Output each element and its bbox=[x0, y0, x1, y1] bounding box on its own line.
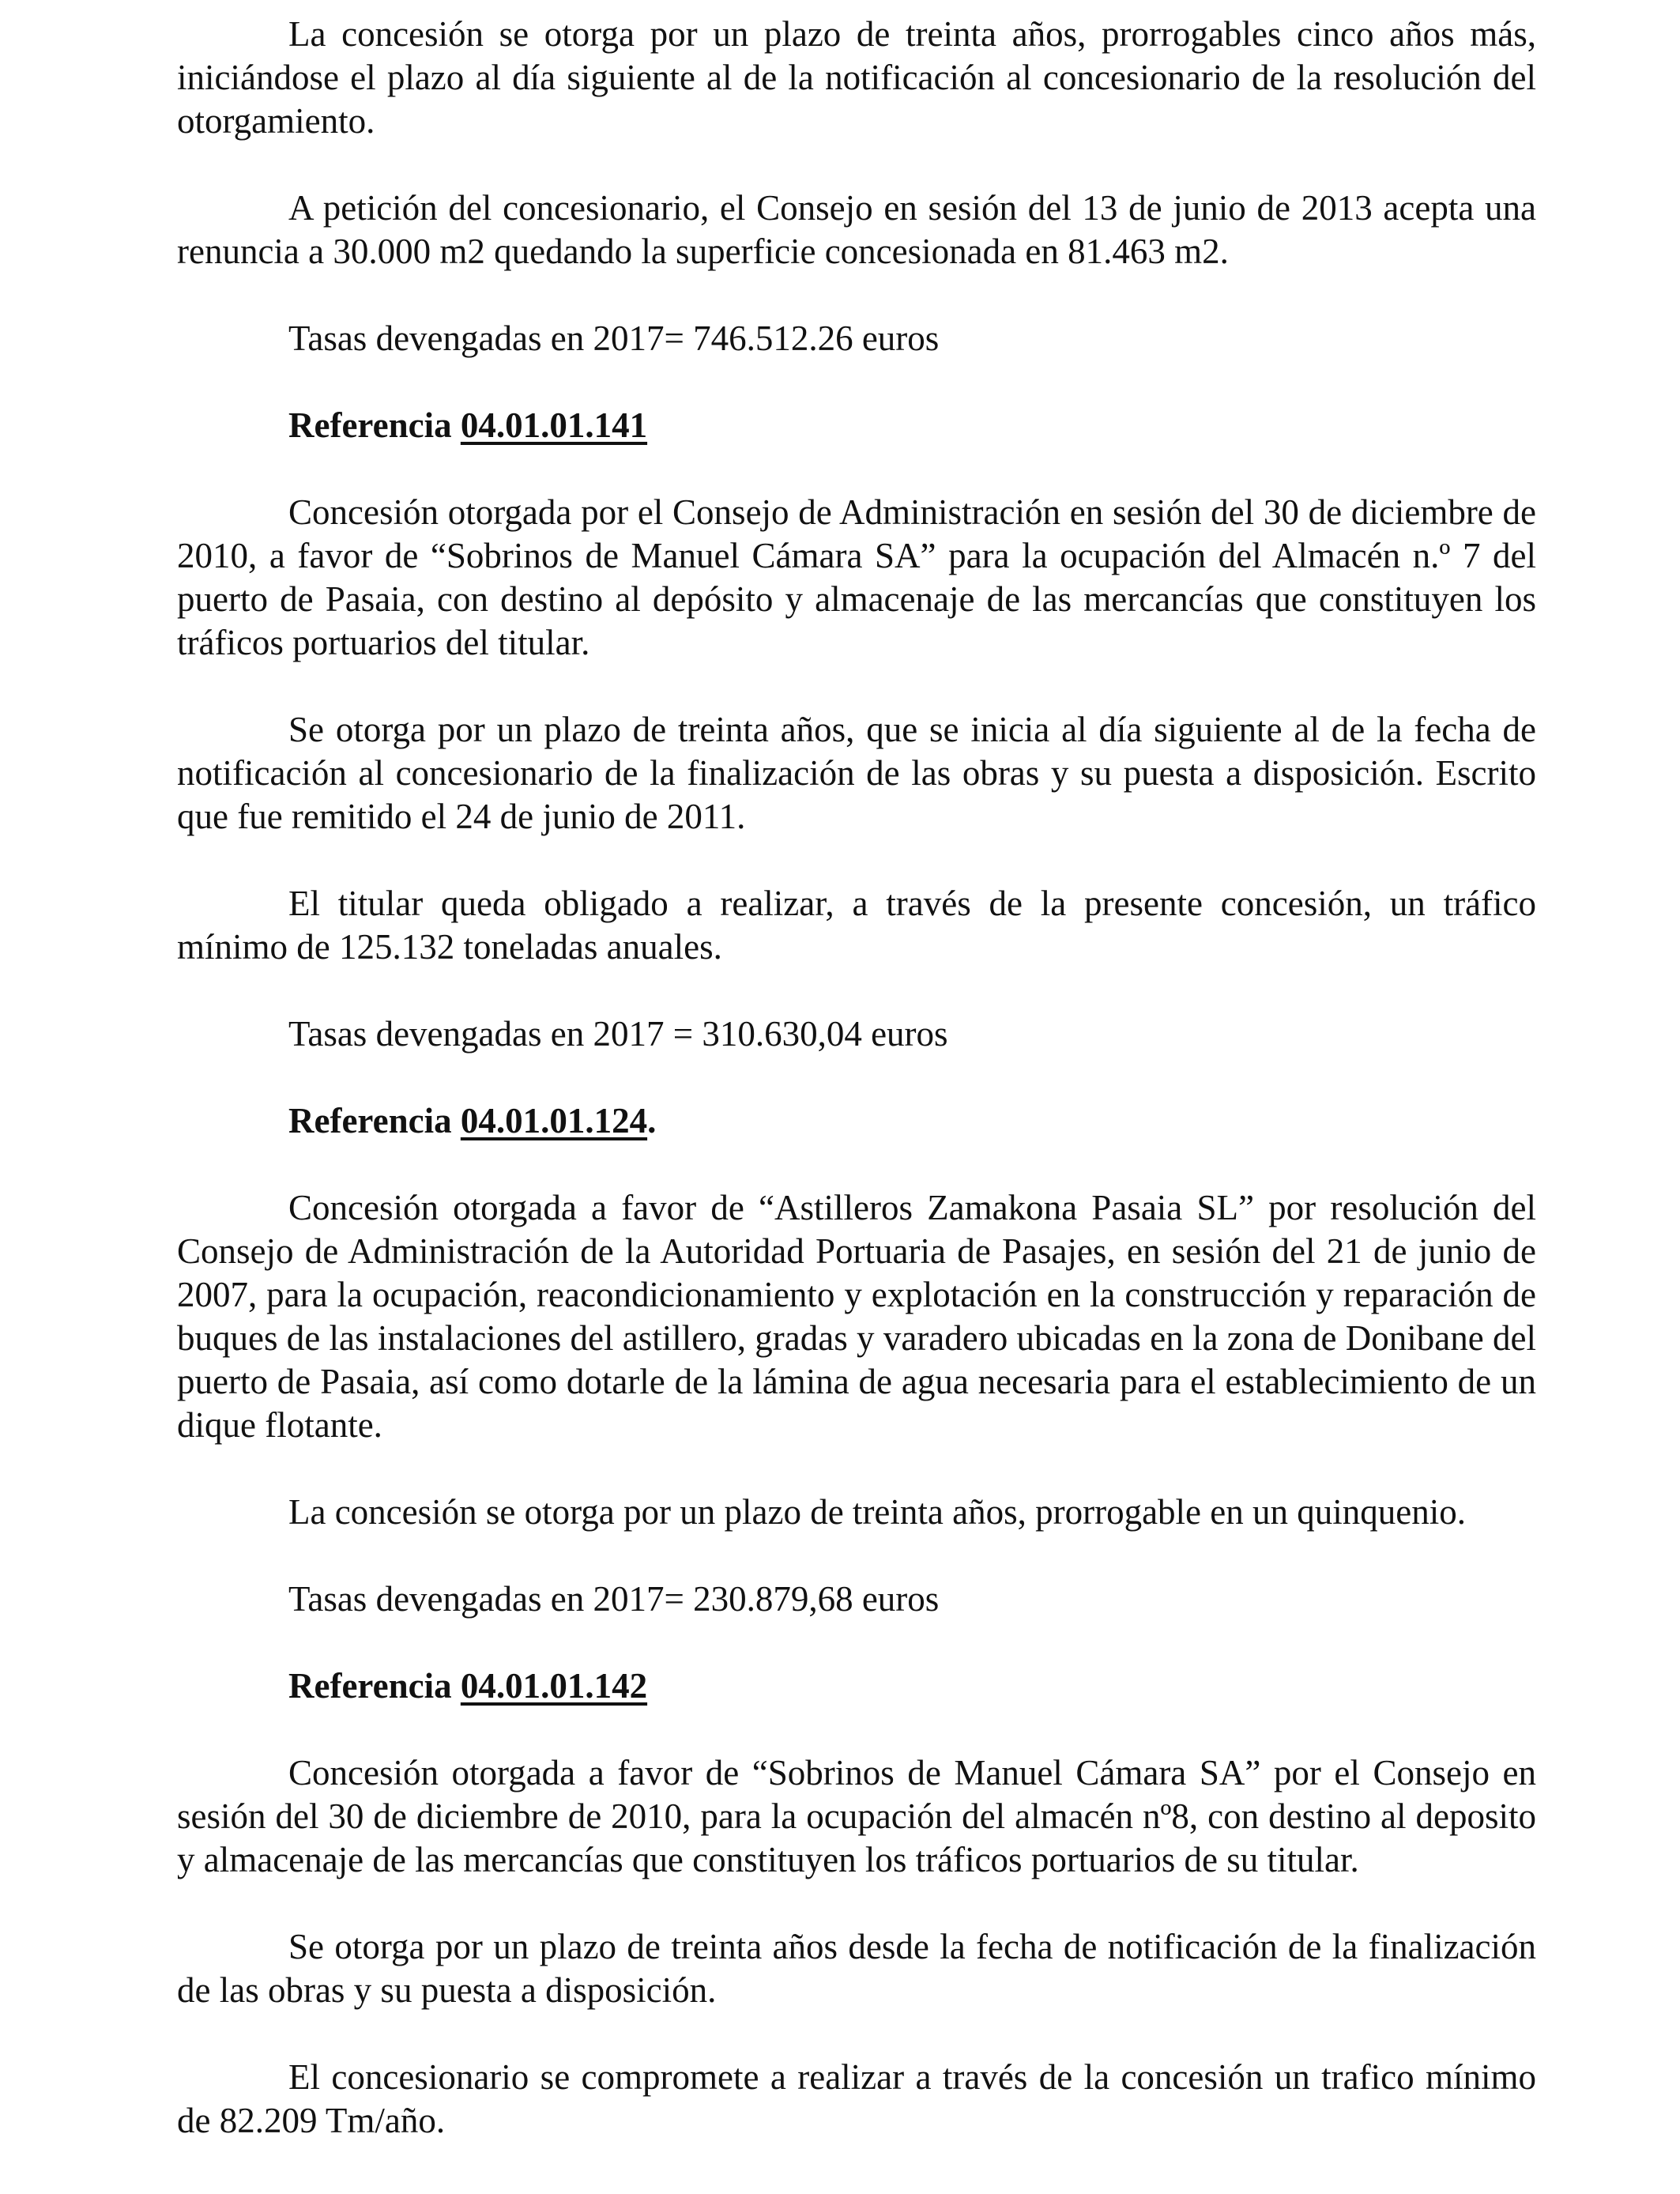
paragraph-plazo-almacen-7: Se otorga por un plazo de treinta años, que se inicia al día siguiente al de la fecha de notificación al concesionario de la finalización de las obras y su puesta a disposición. Escrito que fue remitido el 24 de junio de 2011. bbox=[177, 710, 1536, 836]
paragraph-concesion-almacen-8: Concesión otorgada a favor de “Sobrinos de Manuel Cámara SA” por el Consejo en sesión del 30 de diciembre de 2010, para la ocupación del almacén nº8, con destino al deposito y almacenaje de las mercancías que constituyen los tráficos portuarios de su titular. bbox=[177, 1753, 1536, 1879]
reference-label: Referencia bbox=[288, 1666, 452, 1706]
paragraph-plazo-almacen-8: Se otorga por un plazo de treinta años desde la fecha de notificación de la finalización de las obras y su puesta a disposición. bbox=[177, 1927, 1536, 2010]
paragraph-tasas-124: Tasas devengadas en 2017= 230.879,68 euros bbox=[288, 1579, 940, 1619]
paragraph-tasas-141: Tasas devengadas en 2017 = 310.630,04 euros bbox=[288, 1014, 948, 1054]
paragraph-concesion-almacen-7: Concesión otorgada por el Consejo de Administración en sesión del 30 de diciembre de 2010, a favor de “Sobrinos de Manuel Cámara SA” para la ocupación del Almacén n.º 7 del puerto de Pasaia, con destino al depósito y almacenaje de las mercancías que constituyen los tráficos portuarios del titular. bbox=[177, 492, 1536, 662]
reference-code: 04.01.01.124 bbox=[460, 1101, 648, 1140]
reference-heading-141 bbox=[177, 404, 1536, 447]
paragraph-trafico-almacen-8: El concesionario se compromete a realizar a través de la concesión un trafico mínimo de 82.209 Tm/año. bbox=[177, 2057, 1536, 2140]
reference-heading-124 bbox=[177, 1099, 1536, 1143]
reference-label: Referencia bbox=[288, 405, 452, 445]
reference-suffix: . bbox=[647, 1101, 657, 1140]
paragraph-plazo-concesion: La concesión se otorga por un plazo de treinta años, prorrogables cinco años más, iniciándose el plazo al día siguiente al de la notificación al concesionario de la resolución del otorgamiento. bbox=[177, 14, 1536, 141]
paragraph-plazo-astilleros: La concesión se otorga por un plazo de treinta años, prorrogable en un quinquenio. bbox=[288, 1492, 1466, 1532]
paragraph-trafico-minimo: El titular queda obligado a realizar, a través de la presente concesión, un tráfico mínimo de 125.132 toneladas anuales. bbox=[177, 884, 1536, 967]
paragraph-renuncia: A petición del concesionario, el Consejo en sesión del 13 de junio de 2013 acepta una renuncia a 30.000 m2 quedando la superficie concesionada en 81.463 m2. bbox=[177, 188, 1536, 271]
reference-code: 04.01.01.141 bbox=[460, 405, 648, 445]
reference-label: Referencia bbox=[288, 1101, 452, 1140]
document-page bbox=[177, 13, 1536, 2143]
reference-code: 04.01.01.142 bbox=[460, 1666, 648, 1706]
paragraph-concesion-astilleros: Concesión otorgada a favor de “Astilleros Zamakona Pasaia SL” por resolución del Consejo de Administración de la Autoridad Portuaria de Pasajes, en sesión del 21 de junio de 2007, para la ocupación, reacondicionamiento y explotación en la construcción y reparación de buques de las instalaciones del astillero, gradas y varadero ubicadas en la zona de Donibane del puerto de Pasaia, así como dotarle de la lámina de agua necesaria para el establecimiento de un dique flotante. bbox=[177, 1188, 1536, 1445]
paragraph-tasas-2017: Tasas devengadas en 2017= 746.512.26 euros bbox=[288, 319, 940, 358]
reference-heading-142 bbox=[177, 1664, 1536, 1708]
